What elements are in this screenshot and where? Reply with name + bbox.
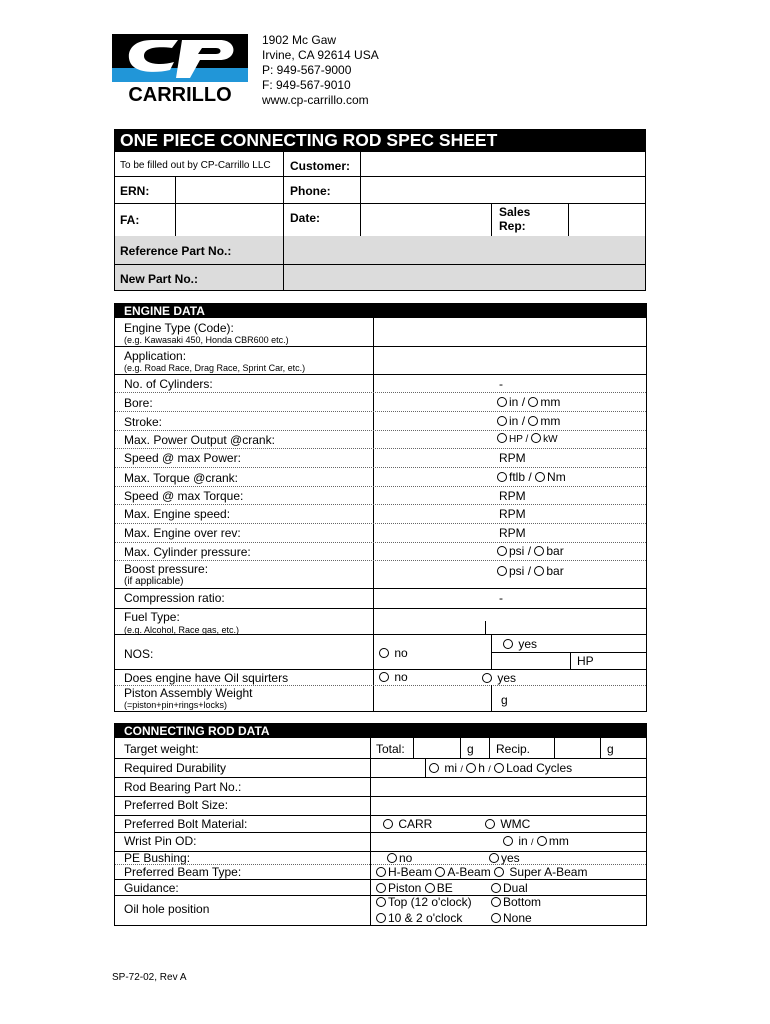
- torque-unit-options: ftlb / Nm: [497, 470, 566, 484]
- piston-weight-note: (=piston+pin+rings+locks): [124, 700, 228, 710]
- compression-ratio-unit: -: [499, 591, 503, 605]
- bore-in-radio[interactable]: [497, 397, 507, 407]
- a-beam-radio[interactable]: [435, 867, 445, 877]
- bolt-material-carr-option: CARR: [383, 817, 432, 831]
- boost-pressure-label: Boost pressure:: [124, 562, 209, 576]
- phone-label: Phone:: [290, 184, 331, 198]
- max-engine-speed-field[interactable]: [374, 504, 490, 523]
- wrist-pin-label: Wrist Pin OD:: [124, 834, 197, 848]
- address-line: 1902 Mc Gaw: [262, 33, 337, 47]
- bolt-material-wmc-option: WMC: [485, 817, 530, 831]
- boost-bar-radio[interactable]: [534, 566, 544, 576]
- target-weight-label: Target weight:: [124, 742, 199, 756]
- pe-bushing-yes-option: yes: [489, 851, 520, 865]
- reference-part-label: Reference Part No.:: [120, 244, 232, 258]
- engine-data-header: ENGINE DATA: [115, 304, 646, 318]
- cylinders-field[interactable]: [374, 374, 490, 392]
- customer-label: Customer:: [290, 159, 351, 173]
- recip-label: Recip.: [496, 742, 531, 756]
- oil-squirters-yes-radio[interactable]: [482, 673, 492, 683]
- new-part-label: New Part No.:: [120, 272, 199, 286]
- stroke-label: Stroke:: [124, 415, 163, 429]
- bore-label: Bore:: [124, 396, 153, 410]
- ern-label: ERN:: [120, 184, 150, 198]
- speed-max-torque-label: Speed @ max Torque:: [124, 489, 244, 503]
- bolt-size-field[interactable]: [371, 797, 646, 815]
- pe-bushing-no-radio[interactable]: [387, 853, 397, 863]
- new-part-field[interactable]: [284, 265, 645, 290]
- bolt-material-label: Preferred Bolt Material:: [124, 817, 248, 831]
- max-power-field[interactable]: [374, 430, 490, 448]
- bore-unit-options: in / mm: [497, 395, 560, 409]
- boost-pressure-field[interactable]: [374, 560, 490, 588]
- application-label: Application:: [124, 349, 187, 363]
- oil-hole-ten-two-option: 10 & 2 o'clock: [376, 911, 462, 925]
- nos-hp-unit: HP: [577, 654, 594, 668]
- torque-ftlb-radio[interactable]: [497, 472, 507, 482]
- cylinder-pressure-label: Max. Cylinder pressure:: [124, 545, 251, 559]
- fill-note: To be filled out by CP-Carrillo LLC: [120, 160, 271, 171]
- max-torque-field[interactable]: [374, 467, 490, 486]
- cylinders-label: No. of Cylinders:: [124, 377, 213, 391]
- pe-bushing-yes-radio[interactable]: [489, 853, 499, 863]
- guidance-be-radio[interactable]: [425, 883, 435, 893]
- guidance-label: Guidance:: [124, 881, 179, 895]
- power-kw-radio[interactable]: [531, 433, 541, 443]
- engine-type-field[interactable]: [374, 318, 646, 346]
- form-revision: SP-72-02, Rev A: [112, 972, 187, 983]
- rod-data-header: CONNECTING ROD DATA: [115, 724, 646, 738]
- fuel-type-field[interactable]: [374, 608, 646, 634]
- max-engine-speed-unit: RPM: [499, 507, 526, 521]
- address-line: Irvine, CA 92614 USA: [262, 48, 379, 62]
- beam-type-label: Preferred Beam Type:: [124, 865, 242, 879]
- oil-hole-label: Oil hole position: [124, 902, 210, 916]
- cp-carrillo-logo: [112, 34, 248, 104]
- speed-max-power-label: Speed @ max Power:: [124, 451, 241, 465]
- pe-bushing-label: PE Bushing:: [124, 851, 191, 865]
- oil-squirters-yes-option: yes: [482, 671, 516, 685]
- fa-field[interactable]: [176, 203, 282, 236]
- wrist-pin-field[interactable]: [371, 833, 497, 851]
- page-title: ONE PIECE CONNECTING ROD SPEC SHEET: [114, 129, 646, 151]
- guidance-dual-radio[interactable]: [491, 883, 501, 893]
- max-engine-speed-label: Max. Engine speed:: [124, 507, 231, 521]
- guidance-options: Piston BE: [376, 881, 453, 895]
- power-hp-radio[interactable]: [497, 433, 507, 443]
- durability-label: Required Durability: [124, 761, 227, 775]
- power-unit-options: HP / kW: [497, 433, 558, 445]
- stroke-in-radio[interactable]: [497, 416, 507, 426]
- ern-field[interactable]: [176, 176, 282, 203]
- total-weight-field[interactable]: [414, 739, 460, 758]
- svg-text:CARRILLO: CARRILLO: [128, 84, 232, 104]
- pe-bushing-no-option: no: [387, 851, 412, 865]
- durability-load-cycles-radio[interactable]: [494, 763, 504, 773]
- wrist-pin-unit-options: in / mm: [503, 834, 569, 848]
- torque-nm-radio[interactable]: [535, 472, 545, 482]
- oil-hole-top-radio[interactable]: [376, 897, 386, 907]
- oil-squirters-no-radio[interactable]: [379, 672, 389, 682]
- total-g-unit: g: [467, 742, 474, 756]
- piston-weight-unit: g: [501, 693, 508, 707]
- engine-type-label: Engine Type (Code):: [124, 321, 234, 335]
- engine-type-example: (e.g. Kawasaki 450, Honda CBR600 etc.): [124, 335, 289, 345]
- boost-psi-radio[interactable]: [497, 566, 507, 576]
- durability-unit-options: mi / h / Load Cycles: [429, 761, 572, 775]
- reference-part-field[interactable]: [284, 236, 645, 264]
- over-rev-label: Max. Engine over rev:: [124, 526, 241, 540]
- oil-hole-none-radio[interactable]: [491, 913, 501, 923]
- application-field[interactable]: [374, 346, 646, 374]
- super-a-beam-radio[interactable]: [494, 867, 504, 877]
- nos-yes-radio[interactable]: [503, 639, 513, 649]
- wrist-pin-in-radio[interactable]: [503, 836, 513, 846]
- oil-squirters-label: Does engine have Oil squirters: [124, 671, 289, 685]
- date-label: Date:: [290, 211, 321, 225]
- speed-max-power-field[interactable]: [374, 448, 490, 467]
- sales-rep-label: Sales Rep:: [499, 205, 531, 233]
- company-address: [262, 33, 379, 108]
- nos-hp-field[interactable]: [493, 653, 569, 669]
- total-label: Total:: [376, 742, 405, 756]
- recip-g-unit: g: [607, 742, 614, 756]
- piston-weight-field[interactable]: [374, 685, 490, 711]
- nos-label: NOS:: [124, 647, 154, 661]
- oil-hole-bottom-radio[interactable]: [491, 897, 501, 907]
- over-rev-unit: RPM: [499, 526, 526, 540]
- sales-rep-field[interactable]: [569, 203, 645, 236]
- beam-type-options: H-Beam A-Beam Super A-Beam: [376, 865, 587, 879]
- compression-ratio-field[interactable]: [374, 588, 490, 608]
- durability-field[interactable]: [371, 759, 425, 777]
- durability-mi-radio[interactable]: [429, 763, 439, 773]
- cylinder-psi-radio[interactable]: [497, 546, 507, 556]
- customer-field[interactable]: [361, 152, 645, 176]
- max-torque-label: Max. Torque @crank:: [124, 471, 239, 485]
- bore-mm-radio[interactable]: [528, 397, 538, 407]
- speed-max-torque-field[interactable]: [374, 486, 490, 504]
- oil-hole-bottom-option: Bottom: [491, 895, 541, 909]
- piston-weight-label: Piston Assembly Weight: [124, 686, 253, 700]
- guidance-piston-radio[interactable]: [376, 883, 386, 893]
- fuel-type-example: (e.g. Alcohol, Race gas, etc.): [124, 625, 240, 635]
- phone-line: P: 949-567-9000: [262, 63, 352, 77]
- stroke-mm-radio[interactable]: [528, 416, 538, 426]
- oil-hole-top-option: Top (12 o'clock): [376, 895, 472, 909]
- bolt-size-label: Preferred Bolt Size:: [124, 798, 229, 812]
- boost-pressure-note: (if applicable): [124, 576, 184, 587]
- nos-no-option: no: [379, 646, 408, 660]
- cylinder-pressure-unit-options: psi / bar: [497, 544, 564, 558]
- oil-hole-ten-two-radio[interactable]: [376, 913, 386, 923]
- durability-h-radio[interactable]: [466, 763, 476, 773]
- rod-bearing-label: Rod Bearing Part No.:: [124, 780, 242, 794]
- guidance-dual-option: Dual: [491, 881, 528, 895]
- cylinder-pressure-field[interactable]: [374, 542, 490, 560]
- cylinders-unit: -: [499, 377, 503, 391]
- bore-field[interactable]: [374, 392, 490, 411]
- wrist-pin-mm-radio[interactable]: [537, 836, 547, 846]
- wmc-radio[interactable]: [485, 819, 495, 829]
- max-power-label: Max. Power Output @crank:: [124, 433, 275, 447]
- compression-ratio-label: Compression ratio:: [124, 591, 225, 605]
- website-line: www.cp-carrillo.com: [262, 93, 369, 107]
- nos-no-radio[interactable]: [379, 648, 389, 658]
- speed-max-power-unit: RPM: [499, 451, 526, 465]
- speed-max-torque-unit: RPM: [499, 489, 526, 503]
- nos-yes-option: yes: [503, 637, 537, 651]
- phone-field[interactable]: [361, 176, 645, 203]
- cylinder-bar-radio[interactable]: [534, 546, 544, 556]
- engine-data-section: [114, 303, 647, 712]
- header-form: [114, 151, 646, 291]
- fax-line: F: 949-567-9010: [262, 78, 351, 92]
- fa-label: FA:: [120, 213, 140, 227]
- oil-hole-none-option: None: [491, 911, 532, 925]
- recip-weight-field[interactable]: [555, 739, 599, 758]
- carr-radio[interactable]: [383, 819, 393, 829]
- stroke-unit-options: in / mm: [497, 414, 560, 428]
- stroke-field[interactable]: [374, 411, 490, 430]
- rod-bearing-field[interactable]: [371, 778, 646, 796]
- h-beam-radio[interactable]: [376, 867, 386, 877]
- oil-squirters-no-option: no: [379, 670, 408, 684]
- over-rev-field[interactable]: [374, 523, 490, 542]
- rod-data-section: [114, 723, 647, 926]
- date-field[interactable]: [361, 203, 491, 236]
- boost-pressure-unit-options: psi / bar: [497, 564, 564, 578]
- application-example: (e.g. Road Race, Drag Race, Sprint Car, etc.): [124, 363, 306, 373]
- fuel-type-label: Fuel Type:: [124, 610, 180, 624]
